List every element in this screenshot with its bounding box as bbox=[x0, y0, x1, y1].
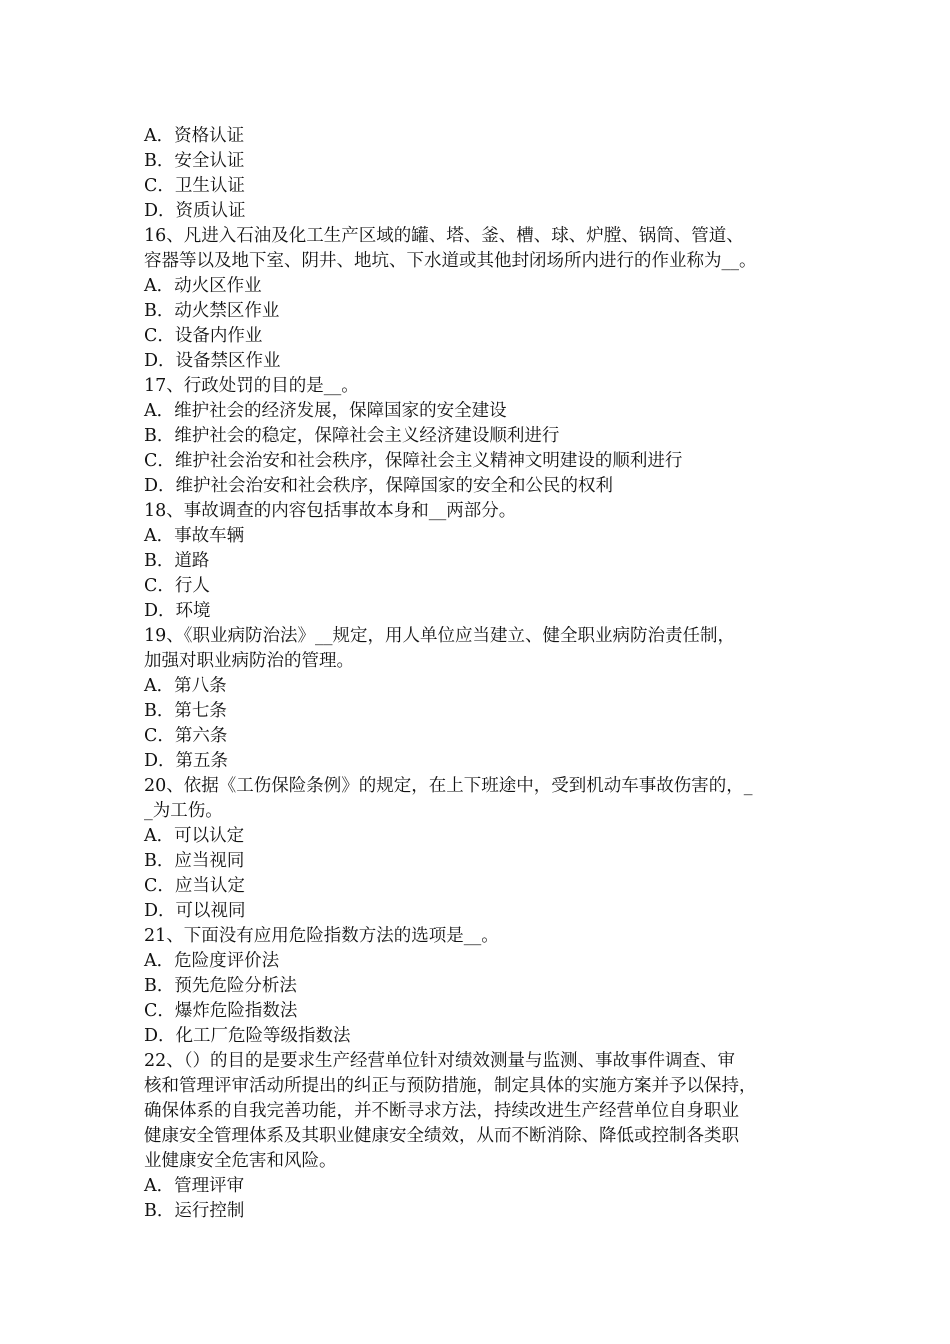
question-22-line-1: 22、（）的目的是要求生产经营单位针对绩效测量与监测、事故事件调查、审 bbox=[144, 1051, 736, 1071]
document-body bbox=[144, 124, 816, 1224]
option-line: C．维护社会治安和社会秩序，保障社会主义精神文明建设的顺利进行 bbox=[144, 451, 683, 471]
question-22-line-2: 核和管理评审活动所提出的纠正与预防措施，制定具体的实施方案并予以保持， bbox=[144, 1076, 757, 1096]
option-line: A．维护社会的经济发展，保障国家的安全建设 bbox=[144, 401, 507, 421]
option-line: A．管理评审 bbox=[144, 1176, 245, 1196]
option-line: D．第五条 bbox=[144, 751, 229, 771]
option-line: A．事故车辆 bbox=[144, 526, 245, 546]
option-line: C．爆炸危险指数法 bbox=[144, 1001, 298, 1021]
option-line: C．设备内作业 bbox=[144, 326, 263, 346]
option-line: B．道路 bbox=[144, 551, 210, 571]
question-21: 21、下面没有应用危险指数方法的选项是__。 bbox=[144, 926, 499, 946]
option-line: A．第八条 bbox=[144, 676, 227, 696]
option-line: A．危险度评价法 bbox=[144, 951, 280, 971]
option-line: B．运行控制 bbox=[144, 1201, 245, 1221]
option-line: D．环境 bbox=[144, 601, 211, 621]
option-line: B．安全认证 bbox=[144, 151, 245, 171]
question-22-line-4: 健康安全管理体系及其职业健康安全绩效，从而不断消除、降低或控制各类职 bbox=[144, 1126, 739, 1146]
question-22-line-3: 确保体系的自我完善功能，并不断寻求方法，持续改进生产经营单位自身职业 bbox=[144, 1101, 739, 1121]
question-20-line-1: 20、依据《工伤保险条例》的规定，在上下班途中，受到机动车事故伤害的，_ bbox=[144, 776, 753, 796]
question-19-line-2: 加强对职业病防治的管理。 bbox=[144, 651, 354, 671]
question-16-line-2: 容器等以及地下室、阴井、地坑、下水道或其他封闭场所内进行的作业称为__。 bbox=[144, 251, 757, 271]
option-line: D．化工厂危险等级指数法 bbox=[144, 1026, 351, 1046]
question-20-line-2: _为工伤。 bbox=[144, 801, 223, 821]
question-19-line-1: 19、《职业病防治法》__规定，用人单位应当建立、健全职业病防治责任制， bbox=[144, 626, 736, 646]
option-line: B．第七条 bbox=[144, 701, 227, 721]
option-line: A．可以认定 bbox=[144, 826, 245, 846]
option-line: B．动火禁区作业 bbox=[144, 301, 280, 321]
option-line: C．卫生认证 bbox=[144, 176, 245, 196]
question-22-line-5: 业健康安全危害和风险。 bbox=[144, 1151, 337, 1171]
option-line: D．设备禁区作业 bbox=[144, 351, 281, 371]
question-18: 18、事故调查的内容包括事故本身和__两部分。 bbox=[144, 501, 517, 521]
option-line: A．资格认证 bbox=[144, 126, 245, 146]
option-line: D．资质认证 bbox=[144, 201, 246, 221]
option-line: C．行人 bbox=[144, 576, 210, 596]
question-16-line-1: 16、凡进入石油及化工生产区域的罐、塔、釜、槽、球、炉膛、锅筒、管道、 bbox=[144, 226, 744, 246]
option-line: B．维护社会的稳定，保障社会主义经济建设顺利进行 bbox=[144, 426, 560, 446]
option-line: B．应当视同 bbox=[144, 851, 245, 871]
option-line: A．动火区作业 bbox=[144, 276, 262, 296]
option-line: D．维护社会治安和社会秩序，保障国家的安全和公民的权利 bbox=[144, 476, 614, 496]
option-line: D．可以视同 bbox=[144, 901, 246, 921]
option-line: C．应当认定 bbox=[144, 876, 245, 896]
option-line: C．第六条 bbox=[144, 726, 228, 746]
option-line: B．预先危险分析法 bbox=[144, 976, 297, 996]
question-17: 17、行政处罚的目的是__。 bbox=[144, 376, 359, 396]
